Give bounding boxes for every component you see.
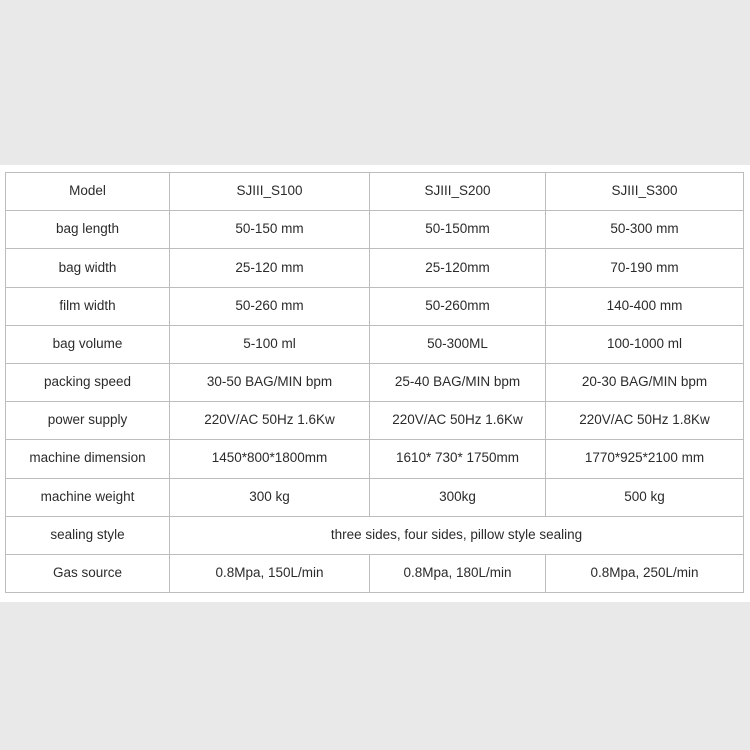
- table-row-power-supply: [6, 402, 744, 440]
- row-label: power supply: [6, 402, 170, 440]
- table-row-machine-weight: [6, 478, 744, 516]
- table-cell: 220V/AC 50Hz 1.6Kw: [370, 402, 546, 440]
- row-label: machine dimension: [6, 440, 170, 478]
- table-cell: 70-190 mm: [546, 249, 744, 287]
- table-row-packing-speed: [6, 363, 744, 401]
- row-label: film width: [6, 287, 170, 325]
- row-label: bag length: [6, 211, 170, 249]
- table-cell: 500 kg: [546, 478, 744, 516]
- row-label: bag volume: [6, 325, 170, 363]
- table-cell: 300 kg: [170, 478, 370, 516]
- row-label: bag width: [6, 249, 170, 287]
- table-cell: 50-300ML: [370, 325, 546, 363]
- table-cell: 50-260mm: [370, 287, 546, 325]
- table-cell: 20-30 BAG/MIN bpm: [546, 363, 744, 401]
- table-cell: 25-40 BAG/MIN bpm: [370, 363, 546, 401]
- table-cell: 100-1000 ml: [546, 325, 744, 363]
- table-cell: 50-150mm: [370, 211, 546, 249]
- table-cell: 0.8Mpa, 180L/min: [370, 554, 546, 592]
- table-cell: 0.8Mpa, 150L/min: [170, 554, 370, 592]
- table-cell: 50-260 mm: [170, 287, 370, 325]
- row-label: machine weight: [6, 478, 170, 516]
- row-label: sealing style: [6, 516, 170, 554]
- table-row-sealing-style: [6, 516, 744, 554]
- spec-sheet: [0, 165, 750, 602]
- table-cell: 50-300 mm: [546, 211, 744, 249]
- table-cell: 25-120mm: [370, 249, 546, 287]
- table-cell: 220V/AC 50Hz 1.6Kw: [170, 402, 370, 440]
- table-cell: 1450*800*1800mm: [170, 440, 370, 478]
- model-name-s200: SJIII_S200: [370, 173, 546, 211]
- table-cell: 300kg: [370, 478, 546, 516]
- row-label: Gas source: [6, 554, 170, 592]
- table-cell: 1610* 730* 1750mm: [370, 440, 546, 478]
- table-cell: 5-100 ml: [170, 325, 370, 363]
- table-cell: 50-150 mm: [170, 211, 370, 249]
- table-row-bag-length: [6, 211, 744, 249]
- row-label: packing speed: [6, 363, 170, 401]
- table-cell: 25-120 mm: [170, 249, 370, 287]
- table-row-machine-dimension: [6, 440, 744, 478]
- model-name-s100: SJIII_S100: [170, 173, 370, 211]
- table-row-bag-width: [6, 249, 744, 287]
- table-cell: 220V/AC 50Hz 1.8Kw: [546, 402, 744, 440]
- row-label-model: Model: [6, 173, 170, 211]
- model-name-s300: SJIII_S300: [546, 173, 744, 211]
- table-cell: 1770*925*2100 mm: [546, 440, 744, 478]
- merged-cell-sealing-style: three sides, four sides, pillow style sealing: [170, 516, 744, 554]
- table-cell: 30-50 BAG/MIN bpm: [170, 363, 370, 401]
- table-cell: 0.8Mpa, 250L/min: [546, 554, 744, 592]
- table-row-bag-volume: [6, 325, 744, 363]
- table-row-model: [6, 173, 744, 211]
- table-row-gas-source: [6, 554, 744, 592]
- specification-table: [5, 172, 744, 593]
- table-row-film-width: [6, 287, 744, 325]
- table-cell: 140-400 mm: [546, 287, 744, 325]
